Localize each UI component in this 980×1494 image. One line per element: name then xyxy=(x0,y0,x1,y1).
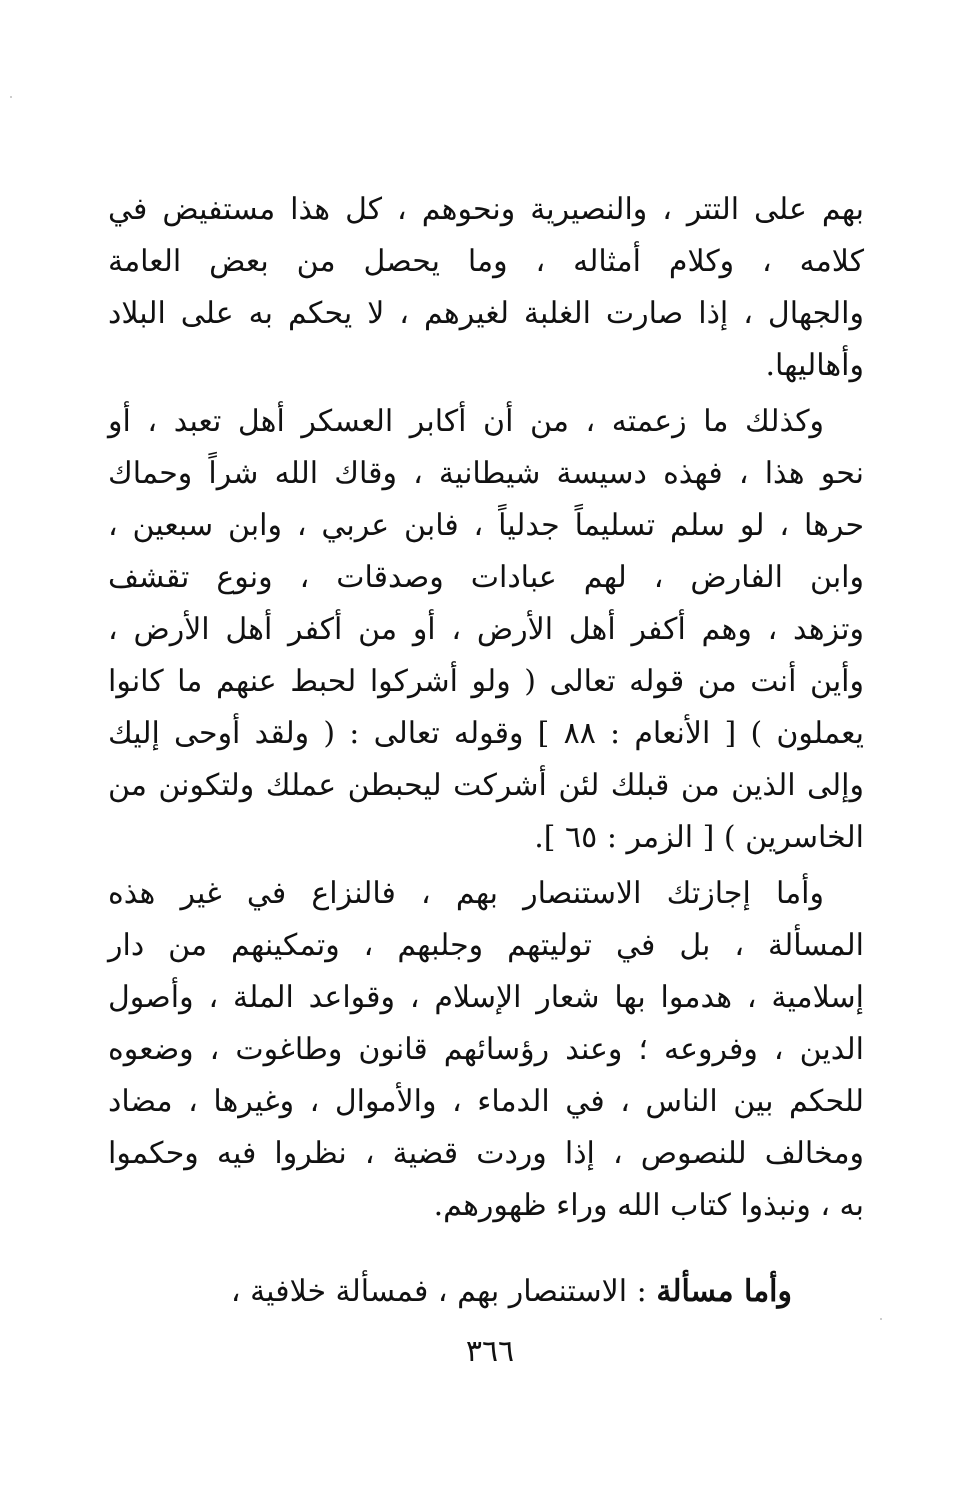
text-line: يعملون ) [ الأنعام : ٨٨ ] وقوله تعالى : ( ولقد أوحى إليك xyxy=(108,716,864,751)
scan-speck xyxy=(10,96,12,98)
text-line: به ، ونبذوا كتاب الله وراء ظهورهم. xyxy=(433,1188,864,1223)
text-line: وأهاليها. xyxy=(765,348,864,383)
text-line: وأين أنت من قوله تعالى ( ولو أشركوا لحبط عنهم ما كانوا xyxy=(108,664,864,699)
text-line: الدين ، وفروعه ؛ وعند رؤسائهم قانون وطاغوت ، وضعوه xyxy=(108,1032,864,1067)
paragraph-2 xyxy=(108,396,864,864)
text-line: نحو هذا ، فهذه دسيسة شيطانية ، وقاك الله شراً وحماك xyxy=(108,456,864,491)
paragraph-3 xyxy=(108,868,864,1232)
text-line: وتزهد ، وهم أكفر أهل الأرض ، أو من أكفر أهل الأرض ، xyxy=(108,612,864,647)
text-line: وإلى الذين من قبلك لئن أشركت ليحبطن عملك ولتكونن من xyxy=(108,768,864,803)
text-line: وأما إجازتك الاستنصار بهم ، فالنزاع في غير هذه xyxy=(108,876,824,911)
text-line: المسألة ، بل في توليتهم وجلبهم ، وتمكينهم من دار xyxy=(108,928,864,963)
paragraph-4 xyxy=(108,1266,864,1318)
text-line xyxy=(108,1266,864,1318)
text-line: بهم على التتر ، والنصيرية ونحوهم ، كل هذا مستفيض في xyxy=(108,192,864,227)
text-line: حرها ، لو سلم تسليماً جدلياً ، فابن عربي ، وابن سبعين ، xyxy=(108,508,864,543)
text-line: والجهال ، إذا صارت الغلبة لغيرهم ، لا يحكم به على البلاد xyxy=(108,296,864,331)
text-line: وكذلك ما زعمته ، من أن أكابر العسكر أهل تعبد ، أو xyxy=(108,404,824,439)
bold-heading: وأما مسألة xyxy=(656,1274,792,1309)
text-line: ومخالف للنصوص ، إذا وردت قضية ، نظروا فيه وحكموا xyxy=(108,1136,864,1171)
text-line: الخاسرين ) [ الزمر : ٦٥ ]. xyxy=(534,820,864,855)
text-line: وابن الفارض ، لهم عبادات وصدقات ، ونوع تقشف xyxy=(108,560,864,595)
page-number: ٣٦٦ xyxy=(465,1334,515,1369)
scan-speck xyxy=(880,1318,882,1320)
paragraph-1 xyxy=(108,184,864,392)
text-line: للحكم بين الناس ، في الدماء ، والأموال ، وغيرها ، مضاد xyxy=(108,1084,864,1119)
text-line: كلامه ، وكلام أمثاله ، وما يحصل من بعض العامة xyxy=(108,244,864,279)
text-run: : الاستنصار بهم ، فمسألة خلافية ، xyxy=(230,1274,657,1309)
text-line: إسلامية ، هدموا بها شعار الإسلام ، وقواعد الملة ، وأصول xyxy=(108,980,864,1015)
